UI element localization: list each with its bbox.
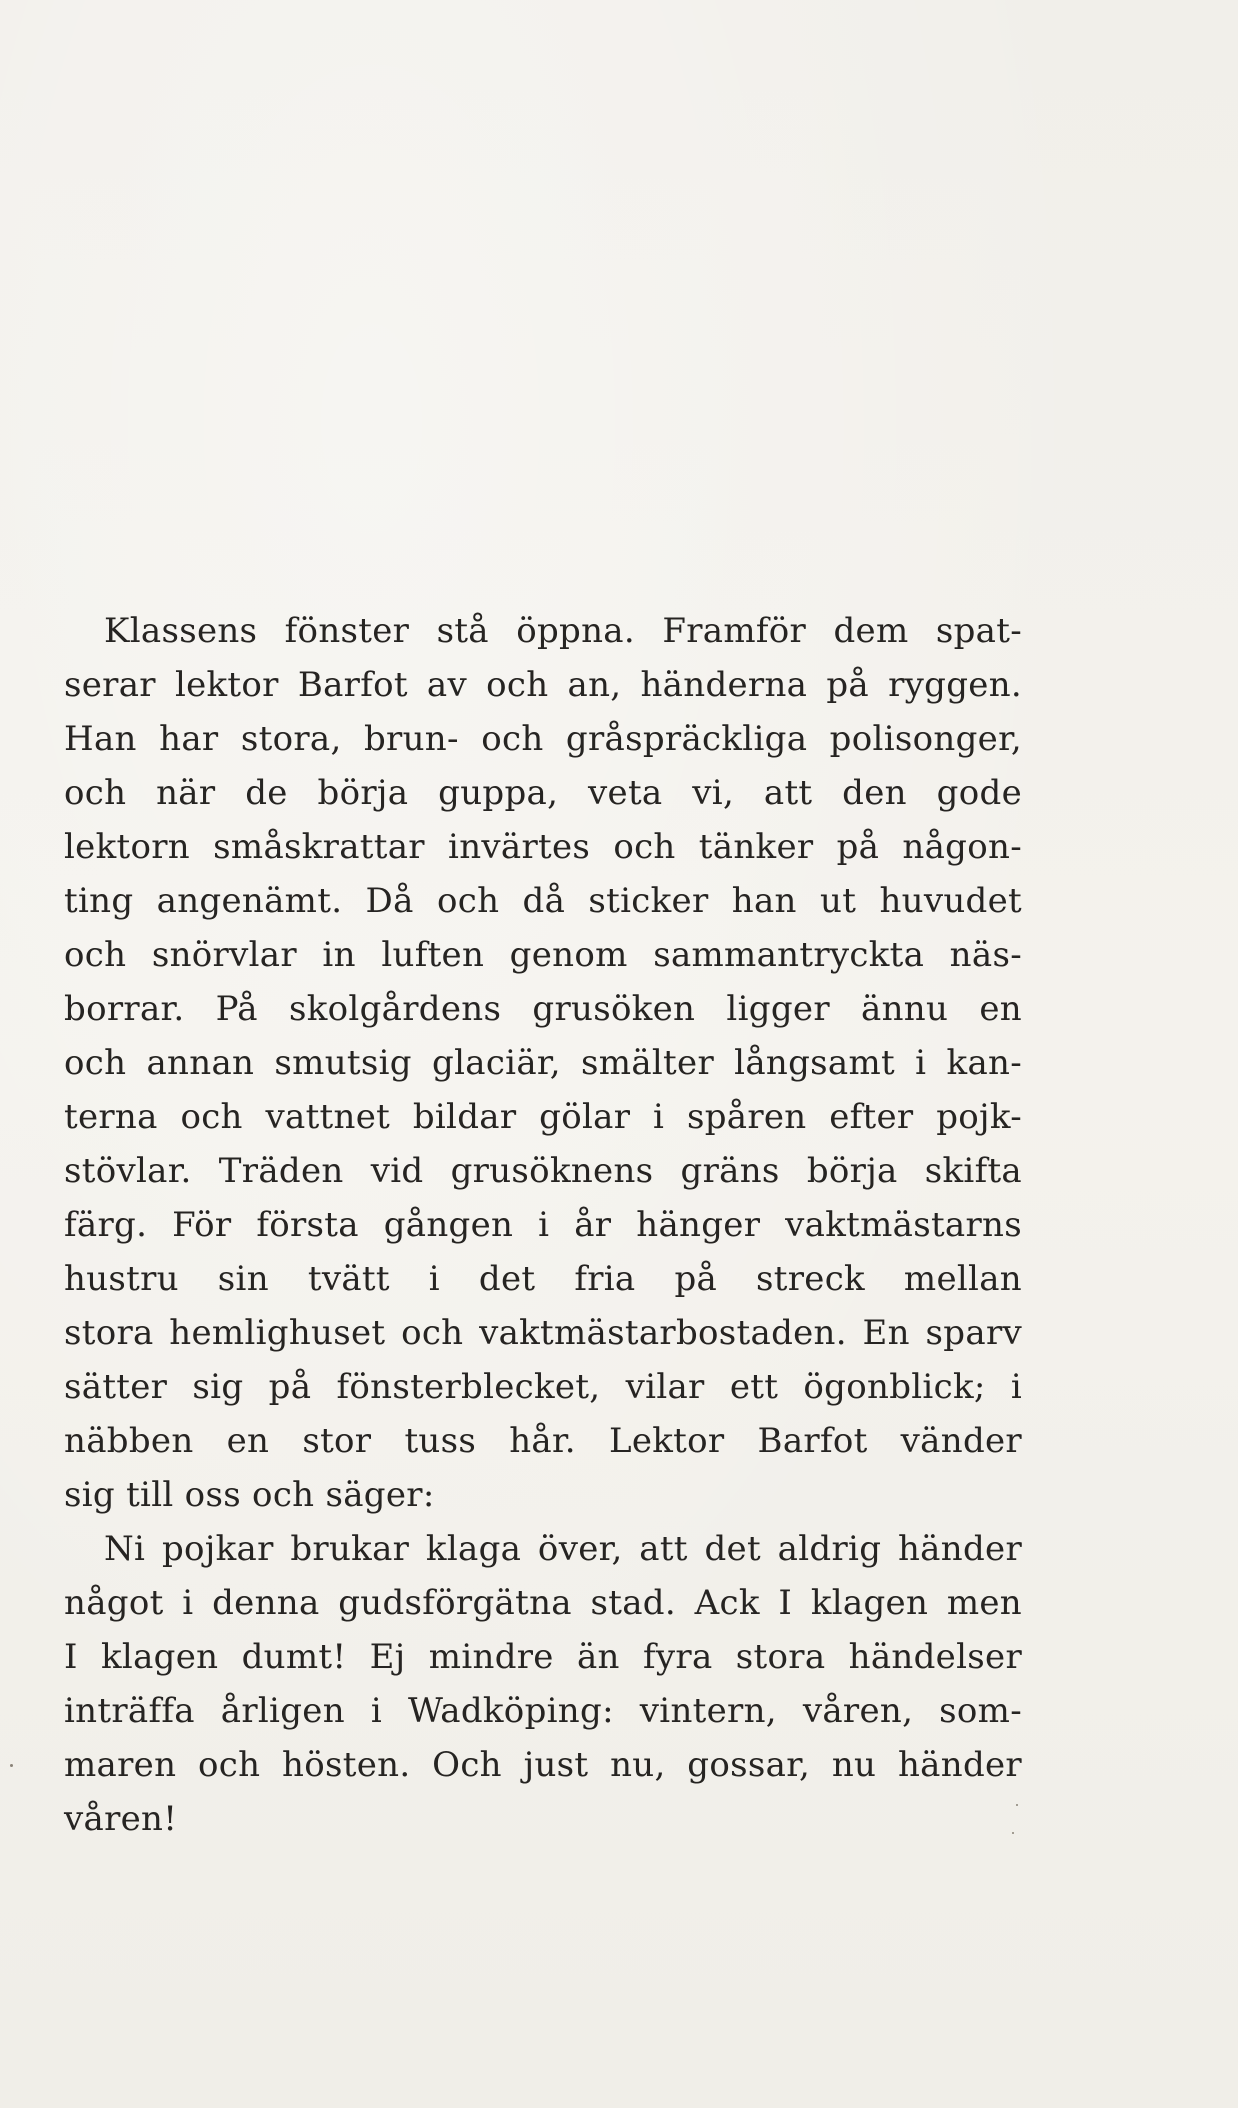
text-line: borrar. På skolgårdens grusöken ligger ännu en xyxy=(64,989,1022,1029)
text-line: sätter sig på fönsterblecket, vilar ett ögonblick; i xyxy=(64,1367,1022,1407)
paper-speck xyxy=(10,1764,13,1767)
text-line: terna och vattnet bildar gölar i spåren efter pojk- xyxy=(64,1097,1022,1137)
paragraph-1 xyxy=(64,604,1022,1522)
text-line: och snörvlar in luften genom sammantryckta näs- xyxy=(64,935,1022,975)
text-line: Klassens fönster stå öppna. Framför dem spat- xyxy=(104,611,1022,651)
text-line: färg. För första gången i år hänger vaktmästarns xyxy=(64,1205,1022,1245)
text-line: Han har stora, brun- och gråspräckliga polisonger, xyxy=(64,719,1022,759)
text-line: hustru sin tvätt i det fria på streck mellan xyxy=(64,1259,1022,1299)
text-line: inträffa årligen i Wadköping: vintern, våren, som- xyxy=(64,1691,1022,1731)
text-line: stövlar. Träden vid grusöknens gräns börja skifta xyxy=(64,1151,1022,1191)
text-line: näbben en stor tuss hår. Lektor Barfot vänder xyxy=(64,1421,1022,1461)
text-line: lektorn småskrattar invärtes och tänker på någon- xyxy=(64,827,1022,867)
text-line: serar lektor Barfot av och an, händerna på ryggen. xyxy=(64,665,1022,705)
text-line: Ni pojkar brukar klaga över, att det aldrig händer xyxy=(104,1529,1022,1569)
text-line: något i denna gudsförgätna stad. Ack I klagen men xyxy=(64,1583,1022,1623)
text-line: våren! xyxy=(64,1799,178,1839)
text-line: ting angenämt. Då och då sticker han ut huvudet xyxy=(64,881,1022,921)
text-line: stora hemlighuset och vaktmästarbostaden. En sparv xyxy=(64,1313,1022,1353)
text-line: maren och hösten. Och just nu, gossar, nu händer xyxy=(64,1745,1022,1785)
text-line: sig till oss och säger: xyxy=(64,1475,435,1515)
text-line: och annan smutsig glaciär, smälter långsamt i kan- xyxy=(64,1043,1022,1083)
text-line: och när de börja guppa, veta vi, att den gode xyxy=(64,773,1022,813)
body-text xyxy=(64,604,1022,1846)
paragraph-2 xyxy=(64,1522,1022,1846)
text-line: I klagen dumt! Ej mindre än fyra stora händelser xyxy=(64,1637,1022,1677)
